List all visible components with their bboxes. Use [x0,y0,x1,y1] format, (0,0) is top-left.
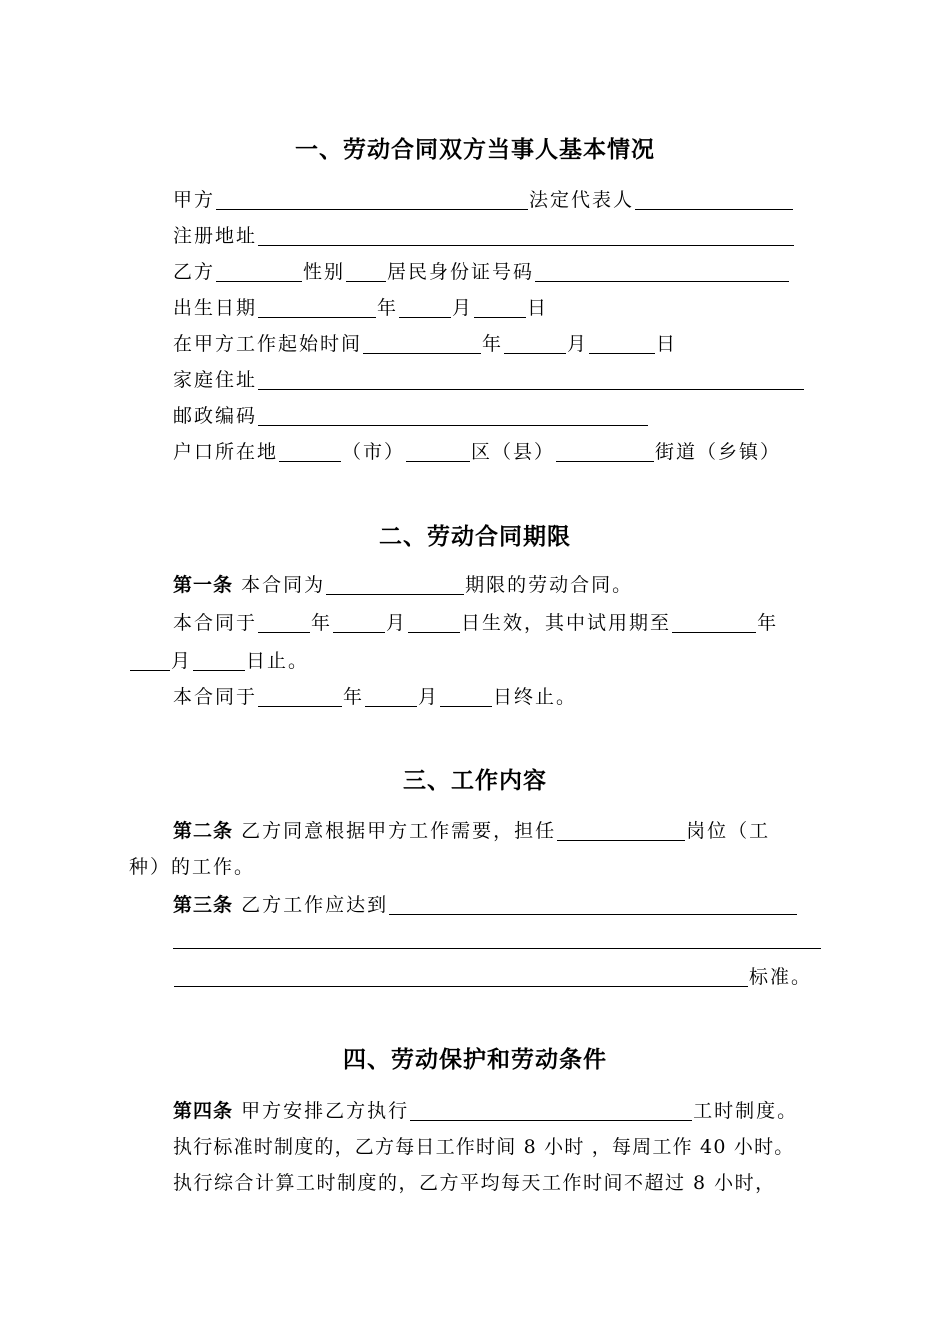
reg-address-line [173,223,795,249]
article1-text-a: 本合同为 [241,574,326,596]
article2-label: 第二条 [173,820,234,842]
article4-text-b: 工时制度。 [693,1100,799,1122]
article4-text-a: 甲方安排乙方执行 [241,1100,410,1122]
start-time-line [173,331,677,357]
birth-month-blank [399,296,451,318]
party-a-blank [216,188,528,210]
hukou-line [173,439,781,465]
day-label: 日 [527,297,549,319]
year-label: 年 [311,612,333,634]
section3-heading: 三、工作内容 [403,768,547,794]
gender-label: 性别 [303,261,346,283]
standard-blank-1 [389,893,797,915]
section2-heading: 二、劳动合同期限 [379,524,571,550]
home-address-label: 家庭住址 [173,369,258,391]
year-label: 年 [343,686,365,708]
year-label: 年 [757,612,779,634]
reg-address-blank [258,224,794,246]
effective-day-blank [408,611,460,633]
article3-text-a: 乙方工作应达到 [241,894,389,916]
article3-end-text: 标准。 [749,966,813,988]
effective-month-blank [333,611,385,633]
year-label: 年 [482,333,504,355]
termination-month-blank [365,685,417,707]
termination-line [173,684,577,710]
standard-blank-3 [174,965,748,987]
work-hours-blank [410,1099,692,1121]
section4-heading: 四、劳动保护和劳动条件 [343,1047,607,1073]
probation-day-blank [193,649,245,671]
effective-text-a: 本合同于 [173,612,258,634]
effective-line [173,610,778,636]
start-day-blank [589,332,655,354]
termination-text-a: 本合同于 [173,686,258,708]
article4-label: 第四条 [173,1100,234,1122]
hukou-label: 户口所在地 [173,441,279,463]
id-number-blank [535,260,789,282]
id-number-label: 居民身份证号码 [387,261,535,283]
effective-year-blank [258,611,310,633]
reg-address-label: 注册地址 [173,225,258,247]
month-label: 月 [452,297,474,319]
legal-rep-label: 法定代表人 [529,189,635,211]
probation-month-blank [130,649,170,671]
standard-blank-2 [173,948,821,949]
postal-code-label: 邮政编码 [173,405,258,427]
start-month-blank [504,332,566,354]
probation-end-text: 日止。 [246,650,310,672]
district-label: 区（县） [471,441,556,463]
article2-text-c: 种）的工作。 [129,856,256,878]
birth-day-blank [474,296,526,318]
month-label: 月 [567,333,589,355]
term-blank [326,573,464,595]
article4-line [173,1098,798,1124]
comprehensive-hours-line: 执行综合计算工时制度的，乙方平均每天工作时间不超过 8 小时， [173,1172,776,1194]
start-time-label: 在甲方工作起始时间 [173,333,363,355]
article2-line [173,818,770,844]
postal-code-blank [258,404,648,426]
city-label: （市） [342,441,406,463]
hukou-street-blank [556,440,654,462]
postal-code-line [173,403,649,429]
section1-heading: 一、劳动合同双方当事人基本情况 [295,137,655,163]
hukou-district-blank [406,440,470,462]
start-year-blank [363,332,481,354]
month-label: 月 [171,650,193,672]
position-blank [557,819,685,841]
birth-date-line [173,295,548,321]
month-label: 月 [418,686,440,708]
year-label: 年 [377,297,399,319]
street-label: 街道（乡镇） [655,441,782,463]
party-b-blank [216,260,302,282]
termination-year-blank [258,685,342,707]
party-b-label: 乙方 [173,261,216,283]
standard-hours-line: 执行标准时制度的，乙方每日工作时间 8 小时 ，每周工作 40 小时。 [173,1136,795,1158]
party-a-line [173,187,794,213]
article1-line [173,572,633,598]
day-label: 日 [656,333,678,355]
effective-text-b: 日生效，其中试用期至 [461,612,672,634]
article3-end-line [173,964,812,990]
legal-rep-blank [635,188,793,210]
gender-blank [346,260,386,282]
probation-end-line [129,648,309,674]
article2-text-a: 乙方同意根据甲方工作需要，担任 [241,820,557,842]
home-address-line [173,367,805,393]
article1-text-b: 期限的劳动合同。 [465,574,634,596]
birth-year-blank [258,296,376,318]
party-b-line [173,259,790,285]
hukou-city-blank [279,440,341,462]
home-address-blank [258,368,804,390]
article2-text-b: 岗位（工 [686,820,771,842]
article1-label: 第一条 [173,574,234,596]
probation-year-blank [672,611,756,633]
party-a-label: 甲方 [173,189,216,211]
termination-day-blank [440,685,492,707]
birth-date-label: 出生日期 [173,297,258,319]
termination-text-b: 日终止。 [493,686,578,708]
article2-cont-line [129,854,255,880]
month-label: 月 [386,612,408,634]
article3-label: 第三条 [173,894,234,916]
article3-line [173,892,798,918]
